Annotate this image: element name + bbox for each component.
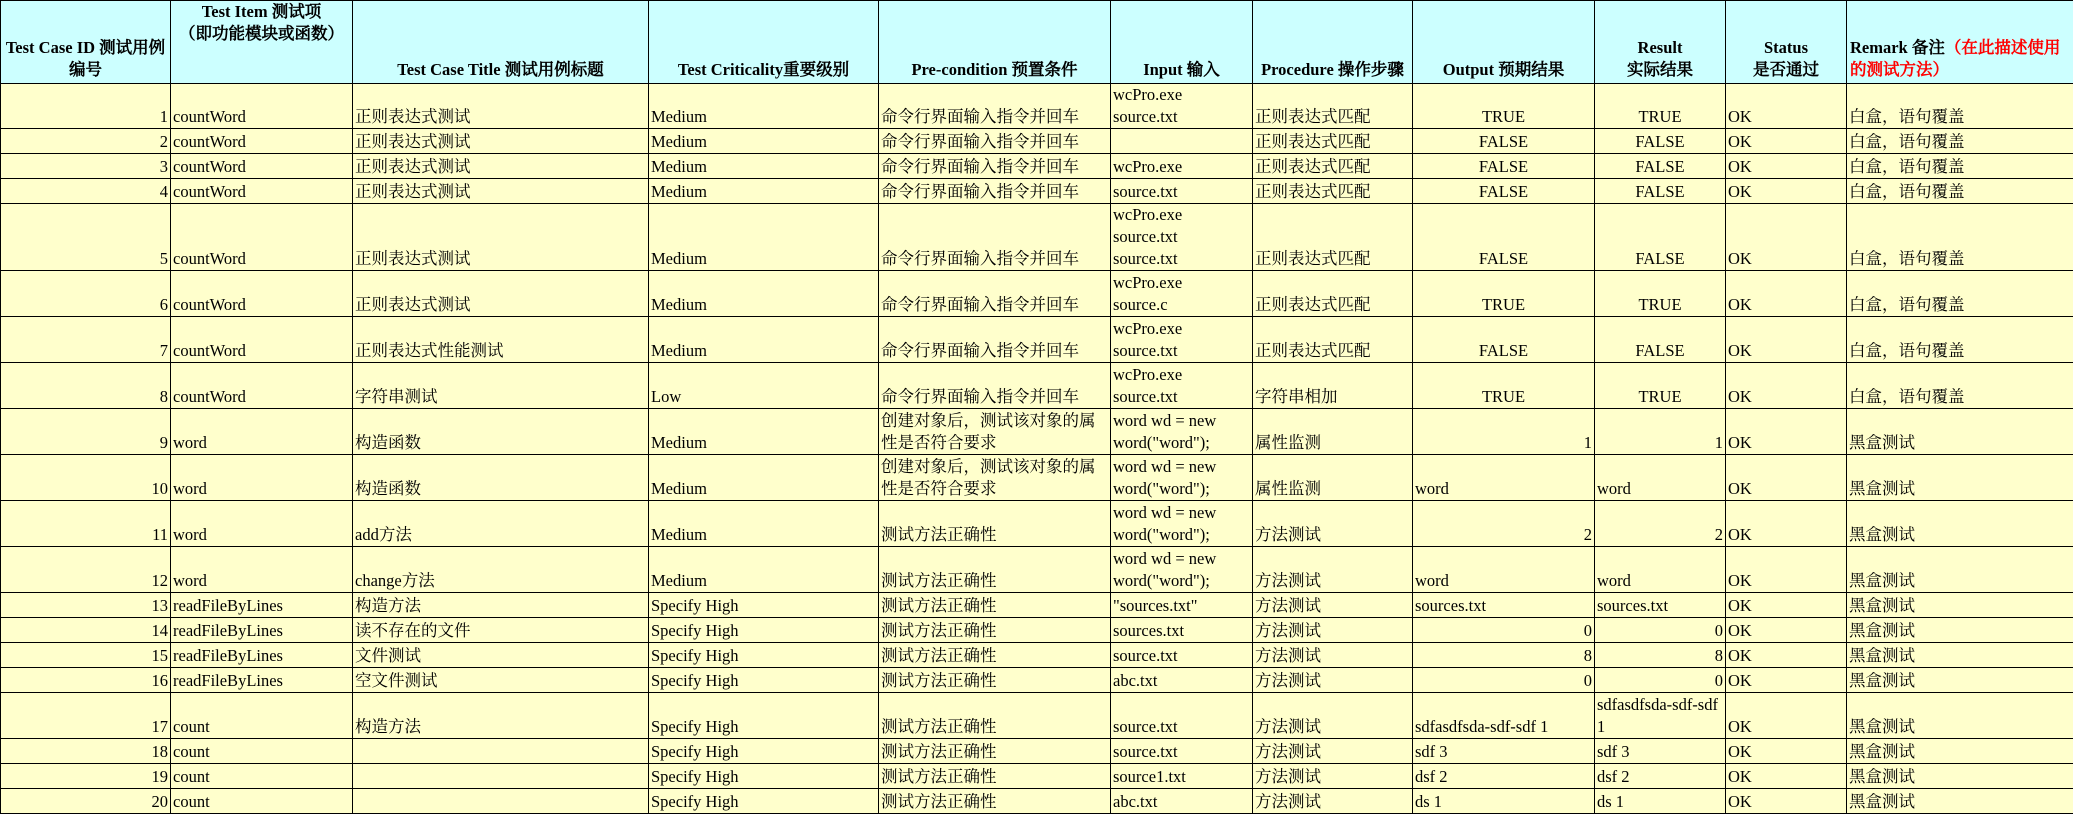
cell-result[interactable]: TRUE <box>1595 271 1726 317</box>
cell-test-case-id[interactable]: 5 <box>1 204 171 271</box>
cell-input[interactable] <box>1111 409 1253 455</box>
cell-output[interactable]: ds 1 <box>1413 789 1595 814</box>
cell-test-case-id[interactable]: 1 <box>1 84 171 129</box>
table-row <box>1 363 2073 409</box>
cell-precondition[interactable]: 命令行界面输入指令并回车 <box>879 129 1111 154</box>
cell-criticality[interactable]: Specify High <box>649 739 879 764</box>
cell-result[interactable]: sources.txt <box>1595 593 1726 618</box>
cell-test-case-title[interactable]: 正则表达式测试 <box>353 84 649 129</box>
cell-test-item[interactable]: countWord <box>171 179 353 204</box>
cell-remark[interactable]: 黑盒测试 <box>1847 409 2073 455</box>
cell-result[interactable]: TRUE <box>1595 84 1726 129</box>
cell-test-case-title[interactable] <box>353 789 649 814</box>
cell-status[interactable]: OK <box>1726 764 1847 789</box>
header-status-cn: 是否通过 <box>1753 60 1819 79</box>
cell-precondition[interactable]: 命令行界面输入指令并回车 <box>879 204 1111 271</box>
table-row <box>1 501 2073 547</box>
cell-precondition[interactable]: 测试方法正确性 <box>879 547 1111 593</box>
input-line: source.txt <box>1113 227 1178 246</box>
cell-test-item[interactable]: count <box>171 789 353 814</box>
cell-test-case-id[interactable]: 7 <box>1 317 171 363</box>
header-test-case-title[interactable]: Test Case Title 测试用例标题 <box>353 1 649 84</box>
header-remark-note: （在此描述使用的测试方法） <box>1850 38 2061 79</box>
cell-test-item[interactable]: word <box>171 409 353 455</box>
cell-criticality[interactable]: Medium <box>649 154 879 179</box>
header-test-item-main: Test Item 测试项 <box>201 2 322 21</box>
cell-precondition[interactable]: 命令行界面输入指令并回车 <box>879 271 1111 317</box>
cell-criticality[interactable]: Specify High <box>649 593 879 618</box>
cell-precondition[interactable]: 命令行界面输入指令并回车 <box>879 154 1111 179</box>
header-test-case-id[interactable]: Test Case ID 测试用例编号 <box>1 1 171 84</box>
input-line: word("word"); <box>1113 433 1210 452</box>
cell-test-item[interactable]: countWord <box>171 154 353 179</box>
cell-output[interactable]: 8 <box>1413 643 1595 668</box>
cell-precondition[interactable]: 命令行界面输入指令并回车 <box>879 179 1111 204</box>
cell-output[interactable]: TRUE <box>1413 363 1595 409</box>
cell-result[interactable]: 0 <box>1595 668 1726 693</box>
cell-test-case-title[interactable]: 正则表达式测试 <box>353 179 649 204</box>
input-line: "sources.txt" <box>1113 596 1198 615</box>
cell-test-case-title[interactable]: 文件测试 <box>353 643 649 668</box>
table-row <box>1 643 2073 668</box>
input-line: source.txt <box>1113 249 1178 268</box>
header-remark-label: Remark 备注 <box>1850 38 1945 57</box>
cell-criticality[interactable]: Specify High <box>649 618 879 643</box>
cell-remark[interactable]: 白盒，语句覆盖 <box>1847 129 2073 154</box>
cell-precondition[interactable]: 测试方法正确性 <box>879 789 1111 814</box>
cell-input[interactable] <box>1111 501 1253 547</box>
input-line: abc.txt <box>1113 671 1158 690</box>
cell-input[interactable] <box>1111 618 1253 643</box>
input-line: wcPro.exe <box>1113 85 1183 104</box>
cell-procedure[interactable]: 方法测试 <box>1253 643 1413 668</box>
cell-test-item[interactable]: count <box>171 739 353 764</box>
input-line: wcPro.exe <box>1113 273 1183 292</box>
cell-procedure[interactable]: 属性监测 <box>1253 409 1413 455</box>
cell-procedure[interactable]: 方法测试 <box>1253 789 1413 814</box>
header-row <box>1 1 2073 84</box>
cell-procedure[interactable]: 字符串相加 <box>1253 363 1413 409</box>
table-row <box>1 271 2073 317</box>
cell-result[interactable]: TRUE <box>1595 363 1726 409</box>
cell-remark[interactable]: 黑盒测试 <box>1847 547 2073 593</box>
cell-status[interactable]: OK <box>1726 204 1847 271</box>
cell-result[interactable]: sdfasdfsda-sdf-sdf 1 <box>1595 693 1726 739</box>
cell-result[interactable]: ds 1 <box>1595 789 1726 814</box>
cell-status[interactable]: OK <box>1726 179 1847 204</box>
table-row <box>1 84 2073 129</box>
cell-test-case-title[interactable]: 正则表达式测试 <box>353 154 649 179</box>
cell-test-case-id[interactable]: 10 <box>1 455 171 501</box>
cell-procedure[interactable]: 正则表达式匹配 <box>1253 204 1413 271</box>
cell-test-item[interactable]: countWord <box>171 204 353 271</box>
cell-result[interactable]: FALSE <box>1595 154 1726 179</box>
input-line: word("word"); <box>1113 525 1210 544</box>
cell-test-case-title[interactable]: add方法 <box>353 501 649 547</box>
cell-test-case-id[interactable]: 18 <box>1 739 171 764</box>
cell-input[interactable] <box>1111 643 1253 668</box>
cell-precondition[interactable]: 测试方法正确性 <box>879 668 1111 693</box>
table-row <box>1 179 2073 204</box>
cell-output[interactable]: sdfasdfsda-sdf-sdf 1 <box>1413 693 1595 739</box>
header-test-item[interactable] <box>171 1 353 84</box>
cell-criticality[interactable]: Specify High <box>649 693 879 739</box>
cell-output[interactable]: 2 <box>1413 501 1595 547</box>
cell-input[interactable] <box>1111 363 1253 409</box>
cell-test-case-title[interactable] <box>353 739 649 764</box>
table-row <box>1 693 2073 739</box>
header-procedure[interactable]: Procedure 操作步骤 <box>1253 1 1413 84</box>
input-line: word wd = new <box>1113 503 1217 522</box>
header-test-criticality[interactable]: Test Criticality重要级别 <box>649 1 879 84</box>
cell-precondition[interactable]: 测试方法正确性 <box>879 593 1111 618</box>
cell-remark[interactable]: 黑盒测试 <box>1847 618 2073 643</box>
input-line: word("word"); <box>1113 479 1210 498</box>
table-row <box>1 764 2073 789</box>
cell-remark[interactable]: 黑盒测试 <box>1847 593 2073 618</box>
cell-result[interactable]: dsf 2 <box>1595 764 1726 789</box>
cell-criticality[interactable]: Specify High <box>649 668 879 693</box>
cell-criticality[interactable]: Specify High <box>649 789 879 814</box>
cell-status[interactable]: OK <box>1726 547 1847 593</box>
cell-procedure[interactable]: 正则表达式匹配 <box>1253 271 1413 317</box>
cell-criticality[interactable]: Specify High <box>649 643 879 668</box>
cell-status[interactable]: OK <box>1726 501 1847 547</box>
cell-test-case-id[interactable]: 20 <box>1 789 171 814</box>
cell-test-case-title[interactable]: 正则表达式性能测试 <box>353 317 649 363</box>
cell-remark[interactable]: 白盒，语句覆盖 <box>1847 84 2073 129</box>
cell-result[interactable]: FALSE <box>1595 204 1726 271</box>
cell-test-case-title[interactable]: 构造方法 <box>353 593 649 618</box>
cell-test-case-id[interactable]: 11 <box>1 501 171 547</box>
cell-test-case-title[interactable]: 字符串测试 <box>353 363 649 409</box>
cell-input[interactable] <box>1111 668 1253 693</box>
table-row <box>1 154 2073 179</box>
cell-output[interactable]: TRUE <box>1413 84 1595 129</box>
cell-procedure[interactable]: 方法测试 <box>1253 739 1413 764</box>
header-status-en: Status <box>1763 38 1808 57</box>
input-line: wcPro.exe <box>1113 365 1183 384</box>
header-remark[interactable] <box>1847 1 2073 84</box>
cell-criticality[interactable]: Medium <box>649 455 879 501</box>
cell-criticality[interactable]: Medium <box>649 84 879 129</box>
cell-test-case-id[interactable]: 3 <box>1 154 171 179</box>
cell-precondition[interactable]: 测试方法正确性 <box>879 643 1111 668</box>
cell-criticality[interactable]: Medium <box>649 317 879 363</box>
cell-input[interactable] <box>1111 739 1253 764</box>
cell-test-case-id[interactable]: 13 <box>1 593 171 618</box>
input-line: source.txt <box>1113 182 1178 201</box>
input-line: source.txt <box>1113 646 1178 665</box>
cell-test-case-title[interactable]: 构造方法 <box>353 693 649 739</box>
cell-procedure[interactable]: 正则表达式匹配 <box>1253 317 1413 363</box>
input-line: source.txt <box>1113 387 1178 406</box>
cell-test-item[interactable]: count <box>171 693 353 739</box>
cell-result[interactable]: 2 <box>1595 501 1726 547</box>
cell-criticality[interactable]: Medium <box>649 179 879 204</box>
cell-test-case-id[interactable]: 15 <box>1 643 171 668</box>
input-line: word("word"); <box>1113 571 1210 590</box>
cell-status[interactable]: OK <box>1726 693 1847 739</box>
cell-result[interactable]: word <box>1595 547 1726 593</box>
input-line: source.txt <box>1113 341 1178 360</box>
cell-test-case-id[interactable]: 8 <box>1 363 171 409</box>
cell-test-case-id[interactable]: 2 <box>1 129 171 154</box>
cell-input[interactable] <box>1111 129 1253 154</box>
cell-precondition[interactable]: 测试方法正确性 <box>879 739 1111 764</box>
input-line: source.txt <box>1113 717 1178 736</box>
input-line: wcPro.exe <box>1113 205 1183 224</box>
table-row <box>1 455 2073 501</box>
table-row <box>1 618 2073 643</box>
cell-test-case-title[interactable]: 正则表达式测试 <box>353 129 649 154</box>
cell-procedure[interactable]: 方法测试 <box>1253 764 1413 789</box>
input-line: source.c <box>1113 295 1168 314</box>
cell-result[interactable]: word <box>1595 455 1726 501</box>
input-line: word wd = new <box>1113 411 1217 430</box>
cell-test-case-id[interactable]: 6 <box>1 271 171 317</box>
input-line: source1.txt <box>1113 767 1186 786</box>
cell-remark[interactable]: 黑盒测试 <box>1847 668 2073 693</box>
cell-remark[interactable]: 黑盒测试 <box>1847 643 2073 668</box>
cell-precondition[interactable]: 测试方法正确性 <box>879 764 1111 789</box>
cell-procedure[interactable]: 方法测试 <box>1253 618 1413 643</box>
cell-remark[interactable]: 黑盒测试 <box>1847 501 2073 547</box>
cell-procedure[interactable]: 方法测试 <box>1253 593 1413 618</box>
cell-test-case-title[interactable]: change方法 <box>353 547 649 593</box>
cell-input[interactable] <box>1111 204 1253 271</box>
cell-status[interactable]: OK <box>1726 789 1847 814</box>
cell-test-case-title[interactable]: 正则表达式测试 <box>353 204 649 271</box>
input-line: source.txt <box>1113 107 1178 126</box>
header-test-item-sub: （即功能模块或函数） <box>179 24 344 43</box>
cell-remark[interactable]: 白盒，语句覆盖 <box>1847 179 2073 204</box>
header-input[interactable]: Input 输入 <box>1111 1 1253 84</box>
table-row <box>1 789 2073 814</box>
cell-remark[interactable]: 黑盒测试 <box>1847 789 2073 814</box>
cell-test-item[interactable]: word <box>171 547 353 593</box>
cell-procedure[interactable]: 方法测试 <box>1253 693 1413 739</box>
input-line: source.txt <box>1113 742 1178 761</box>
table-row <box>1 317 2073 363</box>
cell-criticality[interactable]: Medium <box>649 271 879 317</box>
cell-procedure[interactable]: 正则表达式匹配 <box>1253 129 1413 154</box>
input-line: sources.txt <box>1113 621 1185 640</box>
cell-test-case-title[interactable]: 空文件测试 <box>353 668 649 693</box>
cell-output[interactable]: sdf 3 <box>1413 739 1595 764</box>
input-line: wcPro.exe <box>1113 319 1183 338</box>
cell-test-case-title[interactable]: 构造函数 <box>353 409 649 455</box>
cell-output[interactable]: FALSE <box>1413 204 1595 271</box>
cell-input[interactable] <box>1111 789 1253 814</box>
cell-criticality[interactable]: Medium <box>649 204 879 271</box>
input-line: wcPro.exe <box>1113 157 1183 176</box>
cell-test-case-title[interactable]: 读不存在的文件 <box>353 618 649 643</box>
cell-precondition[interactable]: 创建对象后，测试该对象的属性是否符合要求 <box>879 455 1111 501</box>
cell-remark[interactable]: 白盒，语句覆盖 <box>1847 363 2073 409</box>
cell-procedure[interactable]: 正则表达式匹配 <box>1253 154 1413 179</box>
input-line: word wd = new <box>1113 549 1217 568</box>
table-row <box>1 668 2073 693</box>
cell-result[interactable]: 1 <box>1595 409 1726 455</box>
cell-precondition[interactable]: 命令行界面输入指令并回车 <box>879 363 1111 409</box>
cell-status[interactable]: OK <box>1726 363 1847 409</box>
cell-result[interactable]: FALSE <box>1595 317 1726 363</box>
cell-output[interactable]: FALSE <box>1413 154 1595 179</box>
cell-status[interactable]: OK <box>1726 618 1847 643</box>
cell-test-case-id[interactable]: 9 <box>1 409 171 455</box>
cell-precondition[interactable]: 命令行界面输入指令并回车 <box>879 84 1111 129</box>
cell-test-item[interactable]: readFileByLines <box>171 618 353 643</box>
cell-input[interactable] <box>1111 764 1253 789</box>
cell-test-item[interactable]: countWord <box>171 363 353 409</box>
cell-input[interactable] <box>1111 154 1253 179</box>
cell-remark[interactable]: 黑盒测试 <box>1847 764 2073 789</box>
cell-status[interactable]: OK <box>1726 317 1847 363</box>
table-body <box>1 84 2073 814</box>
cell-test-item[interactable]: readFileByLines <box>171 668 353 693</box>
cell-status[interactable]: OK <box>1726 129 1847 154</box>
cell-output[interactable]: sources.txt <box>1413 593 1595 618</box>
cell-output[interactable]: word <box>1413 547 1595 593</box>
cell-status[interactable]: OK <box>1726 154 1847 179</box>
header-status[interactable] <box>1726 1 1847 84</box>
header-output[interactable]: Output 预期结果 <box>1413 1 1595 84</box>
cell-criticality[interactable]: Low <box>649 363 879 409</box>
cell-test-case-id[interactable]: 16 <box>1 668 171 693</box>
cell-precondition[interactable]: 创建对象后，测试该对象的属性是否符合要求 <box>879 409 1111 455</box>
cell-status[interactable]: OK <box>1726 84 1847 129</box>
cell-procedure[interactable]: 方法测试 <box>1253 668 1413 693</box>
cell-procedure[interactable]: 正则表达式匹配 <box>1253 179 1413 204</box>
cell-criticality[interactable]: Medium <box>649 409 879 455</box>
cell-remark[interactable]: 白盒，语句覆盖 <box>1847 271 2073 317</box>
cell-input[interactable] <box>1111 179 1253 204</box>
cell-result[interactable]: sdf 3 <box>1595 739 1726 764</box>
cell-test-case-title[interactable]: 构造函数 <box>353 455 649 501</box>
cell-criticality[interactable]: Specify High <box>649 764 879 789</box>
cell-test-case-title[interactable]: 正则表达式测试 <box>353 271 649 317</box>
cell-test-case-id[interactable]: 14 <box>1 618 171 643</box>
cell-test-case-id[interactable]: 12 <box>1 547 171 593</box>
cell-input[interactable] <box>1111 84 1253 129</box>
cell-output[interactable]: 0 <box>1413 668 1595 693</box>
cell-test-item[interactable]: countWord <box>171 271 353 317</box>
cell-remark[interactable]: 黑盒测试 <box>1847 693 2073 739</box>
cell-result[interactable]: FALSE <box>1595 179 1726 204</box>
cell-test-item[interactable]: word <box>171 501 353 547</box>
cell-output[interactable]: word <box>1413 455 1595 501</box>
cell-status[interactable]: OK <box>1726 668 1847 693</box>
cell-status[interactable]: OK <box>1726 739 1847 764</box>
cell-procedure[interactable]: 方法测试 <box>1253 501 1413 547</box>
cell-input[interactable] <box>1111 317 1253 363</box>
cell-criticality[interactable]: Medium <box>649 501 879 547</box>
cell-test-case-id[interactable]: 19 <box>1 764 171 789</box>
cell-test-item[interactable]: countWord <box>171 84 353 129</box>
cell-criticality[interactable]: Medium <box>649 547 879 593</box>
cell-status[interactable]: OK <box>1726 643 1847 668</box>
cell-precondition[interactable]: 命令行界面输入指令并回车 <box>879 317 1111 363</box>
cell-output[interactable]: TRUE <box>1413 271 1595 317</box>
cell-status[interactable]: OK <box>1726 271 1847 317</box>
cell-output[interactable]: FALSE <box>1413 129 1595 154</box>
cell-remark[interactable]: 黑盒测试 <box>1847 739 2073 764</box>
cell-output[interactable]: 0 <box>1413 618 1595 643</box>
cell-result[interactable]: 8 <box>1595 643 1726 668</box>
cell-precondition[interactable]: 测试方法正确性 <box>879 501 1111 547</box>
cell-status[interactable]: OK <box>1726 455 1847 501</box>
cell-test-item[interactable]: readFileByLines <box>171 593 353 618</box>
cell-result[interactable]: 0 <box>1595 618 1726 643</box>
table-row <box>1 409 2073 455</box>
cell-result[interactable]: FALSE <box>1595 129 1726 154</box>
cell-test-item[interactable]: readFileByLines <box>171 643 353 668</box>
cell-output[interactable]: dsf 2 <box>1413 764 1595 789</box>
cell-procedure[interactable]: 方法测试 <box>1253 547 1413 593</box>
cell-criticality[interactable]: Medium <box>649 129 879 154</box>
cell-test-item[interactable]: countWord <box>171 317 353 363</box>
table-row <box>1 739 2073 764</box>
cell-status[interactable]: OK <box>1726 593 1847 618</box>
cell-precondition[interactable]: 测试方法正确性 <box>879 618 1111 643</box>
cell-test-item[interactable]: countWord <box>171 129 353 154</box>
cell-output[interactable]: 1 <box>1413 409 1595 455</box>
cell-procedure[interactable]: 属性监测 <box>1253 455 1413 501</box>
input-line: abc.txt <box>1113 792 1158 811</box>
cell-output[interactable]: FALSE <box>1413 179 1595 204</box>
table-row <box>1 593 2073 618</box>
cell-test-case-id[interactable]: 4 <box>1 179 171 204</box>
header-result-cn: 实际结果 <box>1627 60 1693 79</box>
cell-input[interactable] <box>1111 547 1253 593</box>
cell-remark[interactable]: 白盒，语句覆盖 <box>1847 204 2073 271</box>
table-row <box>1 204 2073 271</box>
cell-procedure[interactable]: 正则表达式匹配 <box>1253 84 1413 129</box>
cell-test-item[interactable]: count <box>171 764 353 789</box>
header-result[interactable] <box>1595 1 1726 84</box>
cell-remark[interactable]: 白盒，语句覆盖 <box>1847 317 2073 363</box>
cell-input[interactable] <box>1111 693 1253 739</box>
cell-remark[interactable]: 黑盒测试 <box>1847 455 2073 501</box>
header-result-en: Result <box>1637 38 1683 57</box>
cell-input[interactable] <box>1111 593 1253 618</box>
input-line: word wd = new <box>1113 457 1217 476</box>
cell-test-case-id[interactable]: 17 <box>1 693 171 739</box>
cell-test-item[interactable]: word <box>171 455 353 501</box>
cell-input[interactable] <box>1111 271 1253 317</box>
cell-output[interactable]: FALSE <box>1413 317 1595 363</box>
header-precondition[interactable]: Pre-condition 预置条件 <box>879 1 1111 84</box>
table-row <box>1 129 2073 154</box>
cell-precondition[interactable]: 测试方法正确性 <box>879 693 1111 739</box>
cell-input[interactable] <box>1111 455 1253 501</box>
cell-status[interactable]: OK <box>1726 409 1847 455</box>
table-row <box>1 547 2073 593</box>
cell-test-case-title[interactable] <box>353 764 649 789</box>
cell-remark[interactable]: 白盒，语句覆盖 <box>1847 154 2073 179</box>
